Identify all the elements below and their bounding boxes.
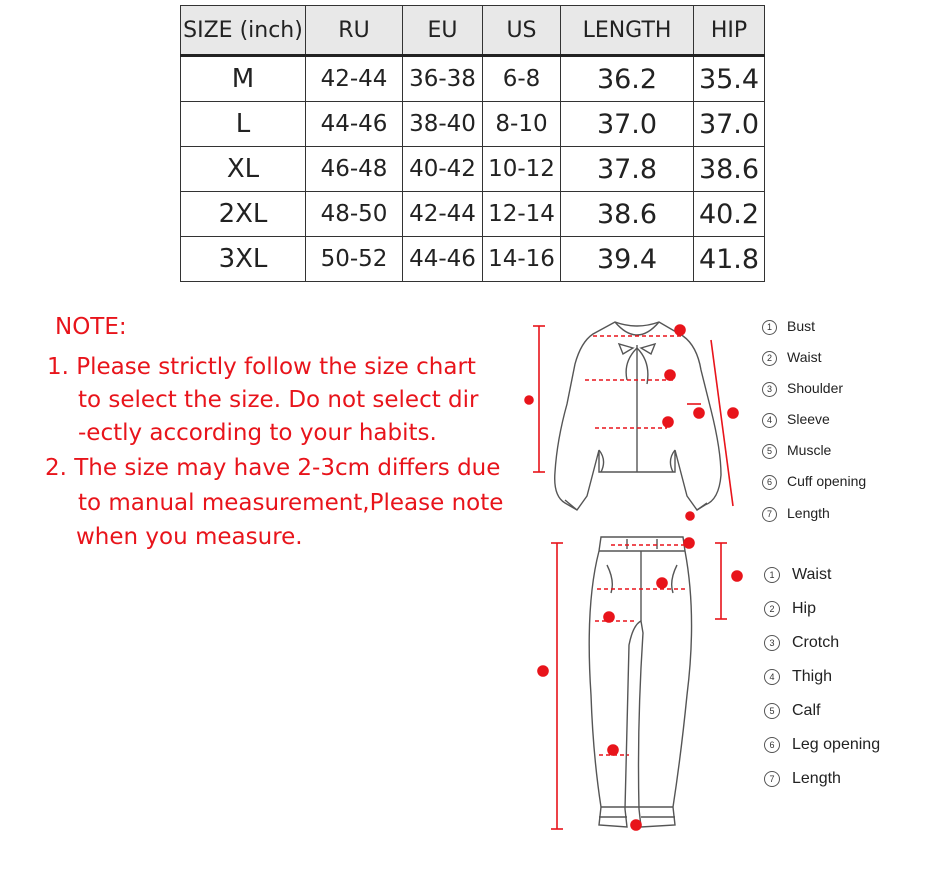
legend-label: Waist — [787, 349, 822, 365]
circled-number-icon: 4 — [764, 669, 780, 685]
hip-cell: 38.6 — [694, 147, 765, 192]
top-measurement-diagram — [515, 300, 755, 530]
hip-cell: 41.8 — [694, 237, 765, 282]
legend-item-cuff-opening — [762, 473, 866, 490]
column-header: LENGTH — [561, 6, 694, 56]
marker-calf — [608, 745, 618, 755]
circled-number-icon: 6 — [764, 737, 780, 753]
length-cell: 37.0 — [561, 102, 694, 147]
marker-bust — [665, 370, 675, 380]
us-cell: 10-12 — [483, 147, 561, 192]
hip-cell: 37.0 — [694, 102, 765, 147]
hip-cell: 40.2 — [694, 192, 765, 237]
marker-crotch — [732, 571, 742, 581]
note-line: when you measure. — [76, 524, 303, 550]
legend-item-length — [762, 505, 830, 522]
marker-thigh — [604, 612, 614, 622]
table-row — [181, 192, 765, 237]
ru-cell: 42-44 — [306, 56, 403, 102]
legend-label: Hip — [792, 600, 817, 617]
marker-muscle — [694, 408, 704, 418]
us-cell: 8-10 — [483, 102, 561, 147]
table-row — [181, 56, 765, 102]
legend-label: Calf — [792, 702, 821, 719]
column-header: HIP — [694, 6, 765, 56]
table-row — [181, 102, 765, 147]
note-line: to select the size. Do not select dir — [78, 387, 479, 413]
length-cell: 37.8 — [561, 147, 694, 192]
legend-label: Length — [787, 505, 830, 521]
table-header-row — [181, 6, 765, 56]
size-cell: M — [181, 56, 306, 102]
pants-measurement-diagram — [515, 525, 755, 835]
legend-item-leg-opening — [764, 736, 880, 754]
eu-cell: 42-44 — [403, 192, 483, 237]
circled-number-icon: 4 — [762, 413, 777, 428]
legend-item-length — [764, 770, 841, 788]
legend-label: Muscle — [787, 442, 832, 458]
legend-item-sleeve — [762, 411, 830, 428]
length-cell: 39.4 — [561, 237, 694, 282]
hip-cell: 35.4 — [694, 56, 765, 102]
circled-number-icon: 3 — [762, 382, 777, 397]
legend-item-waist — [762, 349, 821, 366]
length-cell: 38.6 — [561, 192, 694, 237]
column-header: SIZE (inch) — [181, 6, 306, 56]
size-cell: XL — [181, 147, 306, 192]
legend-item-bust — [762, 318, 815, 335]
circled-number-icon: 2 — [762, 351, 777, 366]
circled-number-icon: 7 — [764, 771, 780, 787]
marker-length — [525, 396, 533, 404]
us-cell: 6-8 — [483, 56, 561, 102]
column-header: US — [483, 6, 561, 56]
marker-hip — [657, 578, 667, 588]
legend-label: Thigh — [792, 668, 833, 685]
legend-label: Shoulder — [787, 380, 844, 396]
circled-number-icon: 5 — [762, 444, 777, 459]
marker-sleeve — [728, 408, 738, 418]
eu-cell: 44-46 — [403, 237, 483, 282]
legend-label: Sleeve — [787, 411, 830, 427]
legend-label: Cuff opening — [787, 473, 867, 489]
ru-cell: 46-48 — [306, 147, 403, 192]
table-row — [181, 237, 765, 282]
marker-shoulder — [675, 325, 685, 335]
circled-number-icon: 3 — [764, 635, 780, 651]
circled-number-icon: 7 — [762, 507, 777, 522]
size-cell: L — [181, 102, 306, 147]
us-cell: 14-16 — [483, 237, 561, 282]
marker-leg-opening — [631, 820, 641, 830]
legend-label: Crotch — [792, 634, 840, 651]
us-cell: 12-14 — [483, 192, 561, 237]
legend-label: Bust — [787, 318, 816, 334]
pants-outline — [589, 537, 691, 827]
note-title: NOTE: — [55, 314, 127, 340]
note-line: -ectly according to your habits. — [78, 420, 437, 446]
legend-label: Length — [792, 770, 841, 787]
note-line: 2. The size may have 2-3cm differs due — [45, 455, 501, 481]
legend-label: Leg opening — [792, 736, 881, 753]
circled-number-icon: 2 — [764, 601, 780, 617]
marker-waist — [663, 417, 673, 427]
size-cell: 3XL — [181, 237, 306, 282]
eu-cell: 36-38 — [403, 56, 483, 102]
ru-cell: 48-50 — [306, 192, 403, 237]
column-header: RU — [306, 6, 403, 56]
circled-number-icon: 6 — [762, 475, 777, 490]
legend-item-muscle — [762, 442, 831, 459]
size-chart-table — [180, 5, 765, 282]
eu-cell: 38-40 — [403, 102, 483, 147]
legend-item-crotch — [764, 634, 839, 652]
legend-item-waist — [764, 566, 831, 584]
legend-label: Waist — [792, 566, 832, 583]
note-line: 1. Please strictly follow the size chart — [47, 354, 476, 380]
circled-number-icon: 5 — [764, 703, 780, 719]
marker-length — [538, 666, 548, 676]
table-row — [181, 147, 765, 192]
ru-cell: 44-46 — [306, 102, 403, 147]
ru-cell: 50-52 — [306, 237, 403, 282]
circled-number-icon: 1 — [764, 567, 780, 583]
marker-cuff — [686, 512, 694, 520]
marker-waist — [684, 538, 694, 548]
column-header: EU — [403, 6, 483, 56]
note-line: to manual measurement,Please note — [78, 490, 504, 516]
size-cell: 2XL — [181, 192, 306, 237]
legend-item-hip — [764, 600, 816, 618]
eu-cell: 40-42 — [403, 147, 483, 192]
length-cell: 36.2 — [561, 56, 694, 102]
legend-item-calf — [764, 702, 820, 720]
legend-item-thigh — [764, 668, 832, 686]
legend-item-shoulder — [762, 380, 843, 397]
circled-number-icon: 1 — [762, 320, 777, 335]
